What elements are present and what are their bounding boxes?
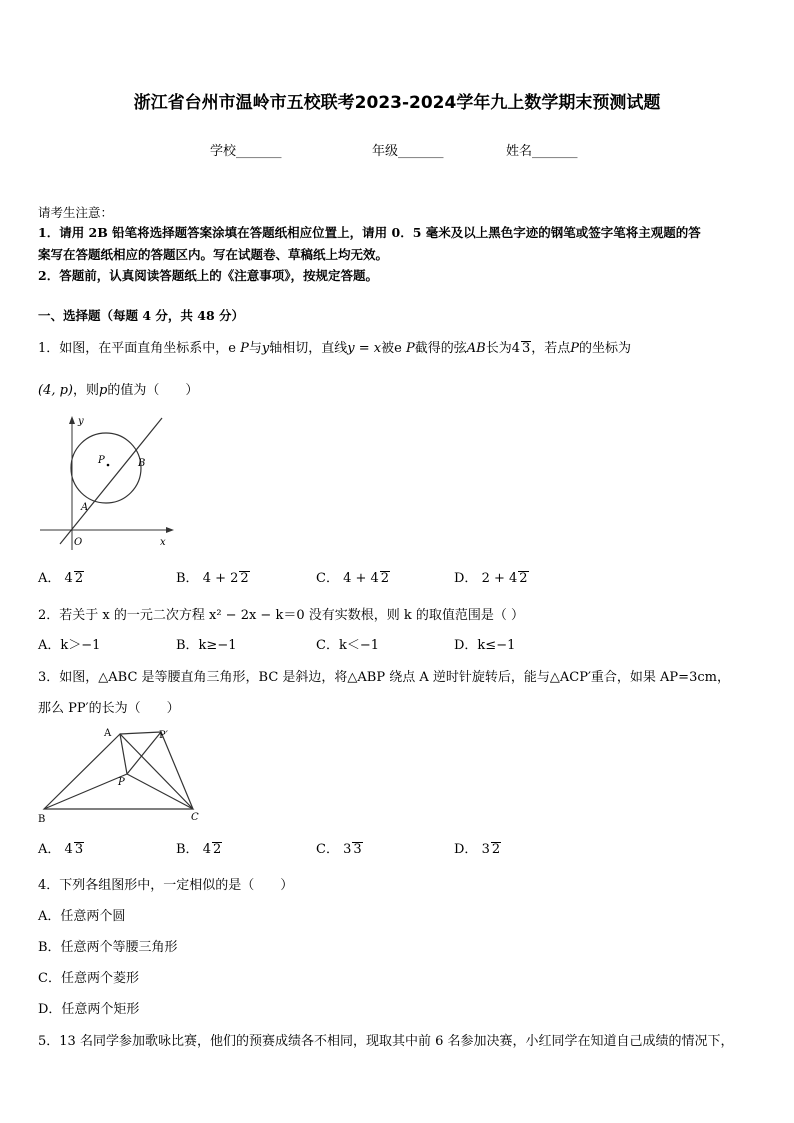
question-3-option-a: A． 4 3 xyxy=(38,842,84,857)
question-2-option-d: D．k≤−1 xyxy=(454,638,516,653)
question-1-option-b: B． 4 + 2 2 xyxy=(176,571,249,586)
grade-field: 年级_______ xyxy=(372,144,444,159)
fig3-label-pp: P′ xyxy=(159,730,168,741)
question-3-line-1: 3．如图，△ABC 是等腰直角三角形，BC 是斜边，将△ABP 绕点 A 逆时针旋转后，能与△ACP′重合，如果 AP=3cm， xyxy=(38,670,730,685)
question-1-figure xyxy=(38,412,178,554)
name-field: 姓名_______ xyxy=(506,144,578,159)
fig1-label-o: O xyxy=(74,537,83,548)
question-2-text: 2．若关于 x 的一元二次方程 x² − 2x − k＝0 没有实数根，则 k 的取值范围是（ ） xyxy=(38,608,525,623)
question-1-option-a: A． 4 2 xyxy=(38,571,84,586)
fig1-label-a: A xyxy=(81,502,89,513)
fig1-label-y: y xyxy=(78,416,84,427)
question-1-option-d: D． 2 + 4 2 xyxy=(454,571,528,586)
fig1-label-x: x xyxy=(160,537,166,548)
fig1-label-b: B xyxy=(138,458,146,469)
school-field: 学校_______ xyxy=(210,144,282,159)
question-4-option-b: B．任意两个等腰三角形 xyxy=(38,940,178,955)
question-2-option-a: A．k＞−1 xyxy=(38,638,101,653)
question-2-option-c: C．k＜−1 xyxy=(316,638,379,653)
fig3-label-b: B xyxy=(38,814,46,824)
notice-line-2: 2．答题前，认真阅读答题纸上的《注意事项》，按规定答题。 xyxy=(38,268,378,283)
question-3-option-c: C． 3 3 xyxy=(316,842,362,857)
notice-line-1b: 案写在答题纸相应的答题区内。写在试题卷、草稿纸上均无效。 xyxy=(38,247,389,262)
notice-heading: 请考生注意： xyxy=(38,205,114,220)
fig3-label-c: C xyxy=(191,812,199,823)
question-1-line-2: (4, p)，则p的值为（ ） xyxy=(38,383,199,398)
fig1-label-p: P xyxy=(98,455,105,466)
question-1-line-1: 1．如图，在平面直角坐标系中，e P与y轴相切，直线y = x被e P截得的弦AB长为4 3，若点P的坐标为 xyxy=(38,341,632,356)
question-1-option-c: C． 4 + 4 2 xyxy=(316,571,390,586)
question-3-option-b: B． 4 2 xyxy=(176,842,222,857)
fig3-label-a: A xyxy=(104,728,112,739)
question-4-option-d: D．任意两个矩形 xyxy=(38,1002,140,1017)
notice-line-1: 1．请用 2B 铅笔将选择题答案涂填在答题纸相应位置上，请用 0．5 毫米及以上黑色字迹的钢笔或签字笔将主观题的答 xyxy=(38,225,701,240)
question-3-option-d: D． 3 2 xyxy=(454,842,501,857)
fig3-label-p: P xyxy=(118,777,125,788)
question-3-line-2: 那么 PP′的长为（ ） xyxy=(38,701,180,716)
question-2-option-b: B．k≥−1 xyxy=(176,638,237,653)
question-4-option-a: A．任意两个圆 xyxy=(38,909,126,924)
question-3-figure xyxy=(36,724,216,824)
page-title: 浙江省台州市温岭市五校联考2023-2024学年九上数学期末预测试题 xyxy=(133,93,661,113)
question-5-text: 5．13 名同学参加歌咏比赛，他们的预赛成绩各不相同，现取其中前 6 名参加决赛，小红同学在知道自己成绩的情况下， xyxy=(38,1034,734,1049)
question-4-text: 4．下列各组图形中，一定相似的是（ ） xyxy=(38,878,294,893)
section-heading: 一、选择题（每题 4 分，共 48 分） xyxy=(38,308,245,323)
question-4-option-c: C．任意两个菱形 xyxy=(38,971,139,986)
